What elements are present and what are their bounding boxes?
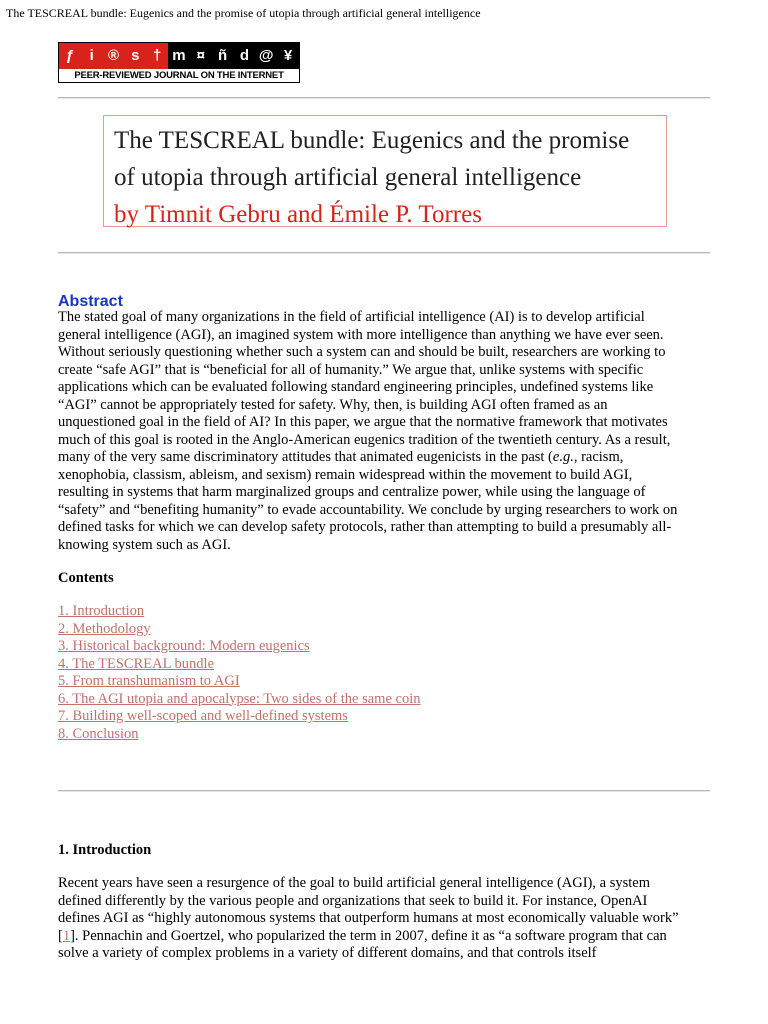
logo-tagline: PEER-REVIEWED JOURNAL ON THE INTERNET — [74, 70, 284, 81]
article-title-line: The TESCREAL bundle: Eugenics and the promise — [114, 127, 630, 154]
toc-item — [58, 726, 420, 744]
journal-logo[interactable] — [58, 42, 300, 83]
toc-link-introduction[interactable]: 1. Introduction — [58, 603, 145, 619]
abstract-text — [58, 309, 712, 554]
abstract-line: general intelligence (AGI), an imagined system with more intelligence than anything we have ever seen. — [58, 326, 664, 343]
contents-heading: Contents — [58, 570, 114, 586]
abstract-line: applications which can be evaluated following standard engineering principles, undefined systems like — [58, 379, 654, 395]
article-title-box — [103, 115, 667, 227]
toc-link-utopia-apocalypse[interactable]: 6. The AGI utopia and apocalypse: Two sides of the same coin — [58, 690, 421, 707]
logo-letter: d — [234, 43, 256, 69]
intro-line: defines AGI as “highly autonomous systems that outperform humans at most economically valuable work” — [58, 910, 679, 926]
article-byline: by Timnit Gebru and Émile P. Torres — [114, 201, 482, 228]
logo-letter: s — [124, 43, 146, 69]
logo-letter: ƒ — [59, 43, 81, 69]
abstract-line: , racism, — [573, 449, 624, 465]
intro-line: ]. Pennachin and Goertzel, who popularized the term in 2007, define it as “a software program that can — [70, 927, 667, 944]
intro-line: Recent years have seen a resurgence of the goal to build artificial general intelligence (AGI), a system — [58, 875, 650, 891]
logo-letter: @ — [255, 43, 277, 69]
logo-letter: i — [81, 43, 103, 69]
abstract-line: unquestioned goal in the field of AI? In this paper, we argue that the normative framework that motivates — [58, 414, 668, 430]
abstract-italic-eg: e.g. — [552, 449, 574, 465]
toc-link-tescreal-bundle[interactable]: 4. The TESCREAL bundle — [58, 655, 215, 672]
abstract-line: many of the very same discriminatory attitudes that animated eugenicists in the past ( — [58, 449, 553, 465]
logo-letter: ® — [103, 43, 125, 69]
abstract-line: much of this goal is rooted in the Anglo-American eugenics tradition of the twentieth century. As a result, — [58, 431, 671, 448]
abstract-line: Without seriously questioning whether such a system can and should be built, researchers are working to — [58, 344, 666, 360]
abstract-line: defined tasks for which we can develop safety protocols, rather than attempting to build a presumably all- — [58, 519, 672, 535]
abstract-line: xenophobia, classism, ableism, and sexism) remain widespread within the movement to build AGI, — [58, 466, 633, 483]
header-divider — [58, 97, 710, 99]
toc-item — [58, 638, 420, 656]
logo-letter: ¤ — [190, 43, 212, 69]
abstract-line: create “safe AGI” that is “beneficial for all of humanity.” We argue that, unlike systems with specific — [58, 361, 644, 378]
abstract-line: “safety” and “benefiting humanity” to evade accountability. We conclude by urging researchers to work on — [58, 501, 678, 518]
reference-link-1[interactable]: 1 — [62, 927, 71, 944]
contents-divider — [58, 790, 710, 792]
intro-line: defined differently by the various people and organizations that seek to build it. For instance, OpenAI — [58, 892, 648, 909]
abstract-line: “AGI” cannot be appropriately tested for safety. Why, then, is building AGI often framed as an — [58, 396, 608, 413]
introduction-text — [58, 875, 712, 963]
toc-item — [58, 691, 420, 709]
toc-item — [58, 603, 420, 621]
abstract-line: The stated goal of many organizations in the field of artificial intelligence (AI) is to develop artificial — [58, 309, 645, 325]
intro-bracket: [ — [58, 927, 63, 944]
browser-title: The TESCREAL bundle: Eugenics and the promise of utopia through artificial general intelligence — [6, 6, 481, 20]
toc-item — [58, 656, 420, 674]
title-divider — [58, 252, 710, 254]
abstract-line: resulting in systems that harm marginalized groups and centralize power, while using the language of — [58, 484, 646, 500]
toc-item — [58, 673, 420, 691]
logo-letter: ¥ — [277, 43, 299, 69]
article-title-line: of utopia through artificial general intelligence — [114, 164, 582, 191]
toc-link-historical-background[interactable]: 3. Historical background: Modern eugenics — [58, 638, 310, 654]
toc-link-methodology[interactable]: 2. Methodology — [58, 620, 151, 637]
toc-item — [58, 621, 420, 639]
intro-line: solve a variety of complex problems in a variety of different domains, and that controls itself — [58, 945, 597, 961]
toc-link-transhumanism[interactable]: 5. From transhumanism to AGI — [58, 673, 240, 689]
toc-item — [58, 708, 420, 726]
table-of-contents — [58, 603, 420, 743]
section-heading-introduction: 1. Introduction — [58, 842, 152, 858]
logo-letter: m — [168, 43, 190, 69]
abstract-heading: Abstract — [58, 293, 123, 310]
toc-link-conclusion[interactable]: 8. Conclusion — [58, 725, 139, 742]
logo-letter: † — [146, 43, 168, 69]
toc-link-well-scoped-systems[interactable]: 7. Building well-scoped and well-defined systems — [58, 708, 348, 724]
abstract-line: knowing system such as AGI. — [58, 536, 231, 553]
logo-letter: ñ — [212, 43, 234, 69]
